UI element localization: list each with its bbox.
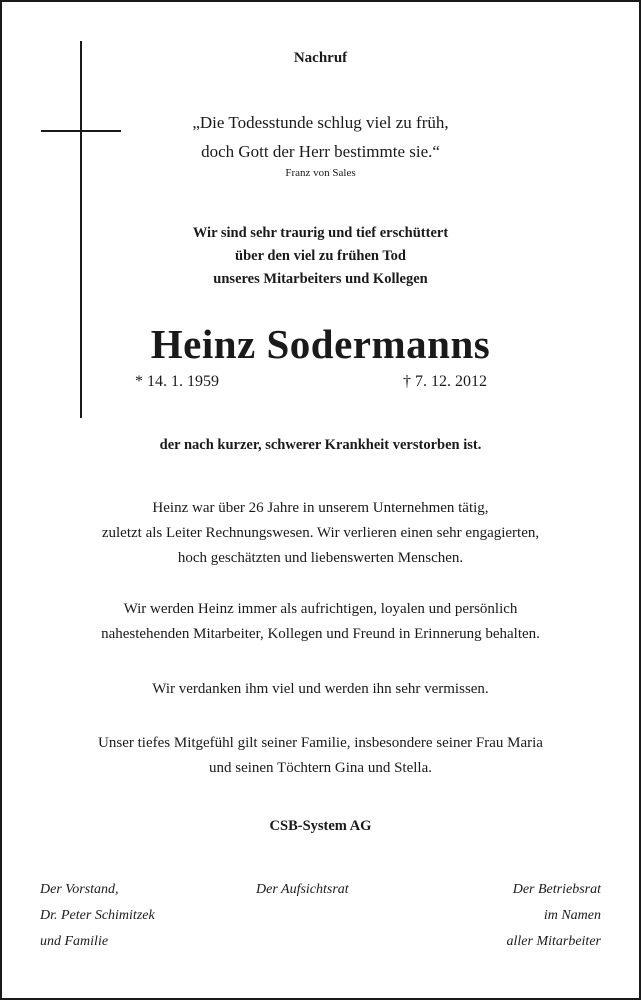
quote-source: Franz von Sales [285, 167, 356, 179]
death-date: † 7. 12. 2012 [403, 373, 487, 390]
signature-works-council [507, 877, 602, 955]
paragraph-line: Unser tiefes Mitgefühl gilt seiner Familie, insbesondere seiner Frau Maria [98, 735, 543, 751]
paragraph-line: Heinz war über 26 Jahre in unserem Unternehmen tätig, [152, 500, 489, 516]
decease-statement: der nach kurzer, schwerer Krankheit verstorben ist. [159, 437, 482, 453]
signature-line: Dr. Peter Schimitzek [40, 908, 155, 923]
signature-line: Der Aufsichtsrat [256, 882, 349, 897]
signature-supervisory-board [256, 877, 349, 903]
signature-board [40, 877, 155, 955]
company-name: CSB-System AG [269, 818, 372, 834]
obituary-heading: Nachruf [293, 50, 348, 66]
intro-line: Wir sind sehr traurig und tief erschüttert [192, 225, 449, 241]
paragraph-career [0, 496, 641, 571]
signature-line: im Namen [543, 908, 601, 923]
paragraph-condolence [0, 731, 641, 781]
paragraph-line: hoch geschätzten und liebenswerten Menschen. [177, 550, 464, 566]
paragraph-gratitude [0, 677, 641, 702]
deceased-name: Heinz Sodermanns [150, 321, 491, 367]
signature-line: Der Vorstand, [40, 882, 119, 897]
paragraph-line: Wir verdanken ihm viel und werden ihn sehr vermissen. [152, 681, 489, 697]
paragraph-line: und seinen Töchtern Gina und Stella. [208, 760, 432, 776]
intro-text [0, 222, 641, 291]
birth-date: * 14. 1. 1959 [135, 373, 219, 390]
paragraph-line: Wir werden Heinz immer als aufrichtigen, loyalen und persönlich [123, 601, 518, 617]
signature-line: Der Betriebsrat [512, 882, 601, 897]
paragraph-line: nahestehenden Mitarbeiter, Kollegen und Freund in Erinnerung behalten. [101, 626, 540, 642]
signature-line: und Familie [40, 934, 109, 949]
paragraph-memory [0, 597, 641, 647]
quote-line: „Die Todesstunde schlug viel zu früh, [192, 113, 449, 132]
quote-line: doch Gott der Herr bestimmte sie.“ [201, 142, 440, 161]
quote [0, 108, 641, 166]
intro-line: über den viel zu frühen Tod [235, 248, 406, 264]
intro-line: unseres Mitarbeiters und Kollegen [213, 271, 428, 287]
paragraph-line: zuletzt als Leiter Rechnungswesen. Wir verlieren einen sehr engagierten, [101, 525, 540, 541]
signature-line: aller Mitarbeiter [506, 934, 601, 949]
